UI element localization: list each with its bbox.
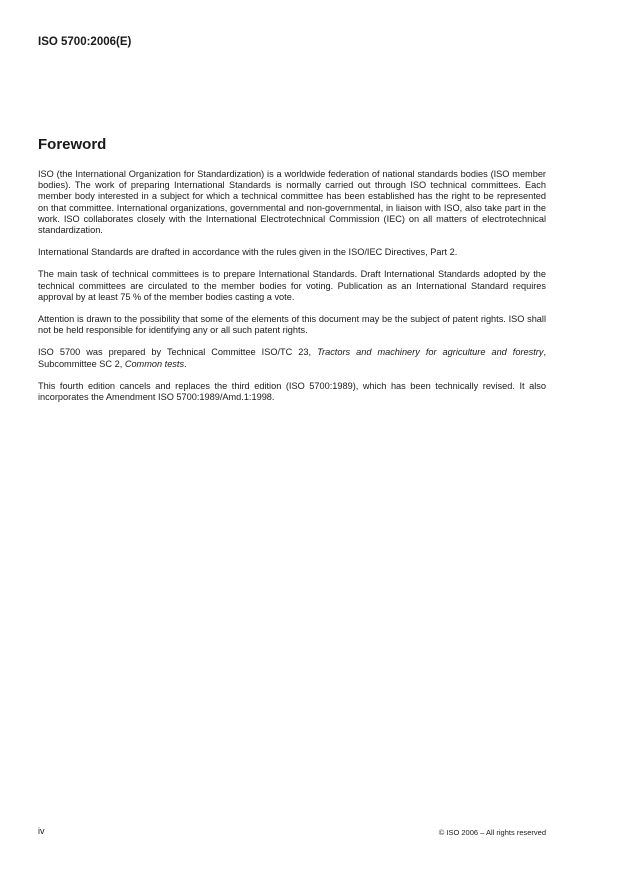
paragraph-patent: Attention is drawn to the possibility that some of the elements of this document may be the subject of patent rights. ISO shall not be held responsible for identifying any or all such patent rights. — [38, 314, 546, 336]
paragraph-directives: International Standards are drafted in accordance with the rules given in the ISO/IEC Directives, Part 2. — [38, 247, 458, 258]
paragraph-edition: This fourth edition cancels and replaces the third edition (ISO 5700:1989), which has been technically revised. It also incorporates the Amendment ISO 5700:1989/Amd.1:1998. — [38, 380, 546, 403]
period: . — [184, 358, 187, 369]
subcommittee-text: , Subcommittee SC 2, — [38, 347, 546, 369]
subcommittee-title: Common tests — [124, 358, 185, 369]
page-number: iv — [38, 826, 45, 836]
copyright-notice: © ISO 2006 – All rights reserved — [438, 828, 546, 837]
foreword-body — [38, 169, 546, 414]
committee-title: Tractors and machinery for agriculture and forestry — [317, 347, 544, 358]
section-title: Foreword — [38, 136, 107, 153]
prepared-by-text: ISO 5700 was prepared by Technical Committee ISO/TC 23, — [38, 347, 318, 358]
document-header: ISO 5700:2006(E) — [38, 36, 132, 48]
paragraph-iso-intro: ISO (the International Organization for Standardization) is a worldwide federation of national standards bodies (ISO member bodies). The work of preparing International Standards is normally carried out through ISO technical committees. Each member body interested in a subject for which a technical committee has been established has the right to be represented on that committee. International organizations, governmental and non-governmental, in liaison with ISO, also take part in the work. ISO collaborates closely with the International Electrotechnical Commission (IEC) on all matters of electrotechnical standardization. — [38, 169, 546, 236]
paragraph-prepared-by — [38, 347, 546, 369]
paragraph-main-task: The main task of technical committees is to prepare International Standards. Draft International Standards adopted by the technical committees are circulated to the member bodies for voting. Publication as an International Standard requires approval by at least 75 % of the member bodies casting a vote. — [38, 269, 546, 302]
